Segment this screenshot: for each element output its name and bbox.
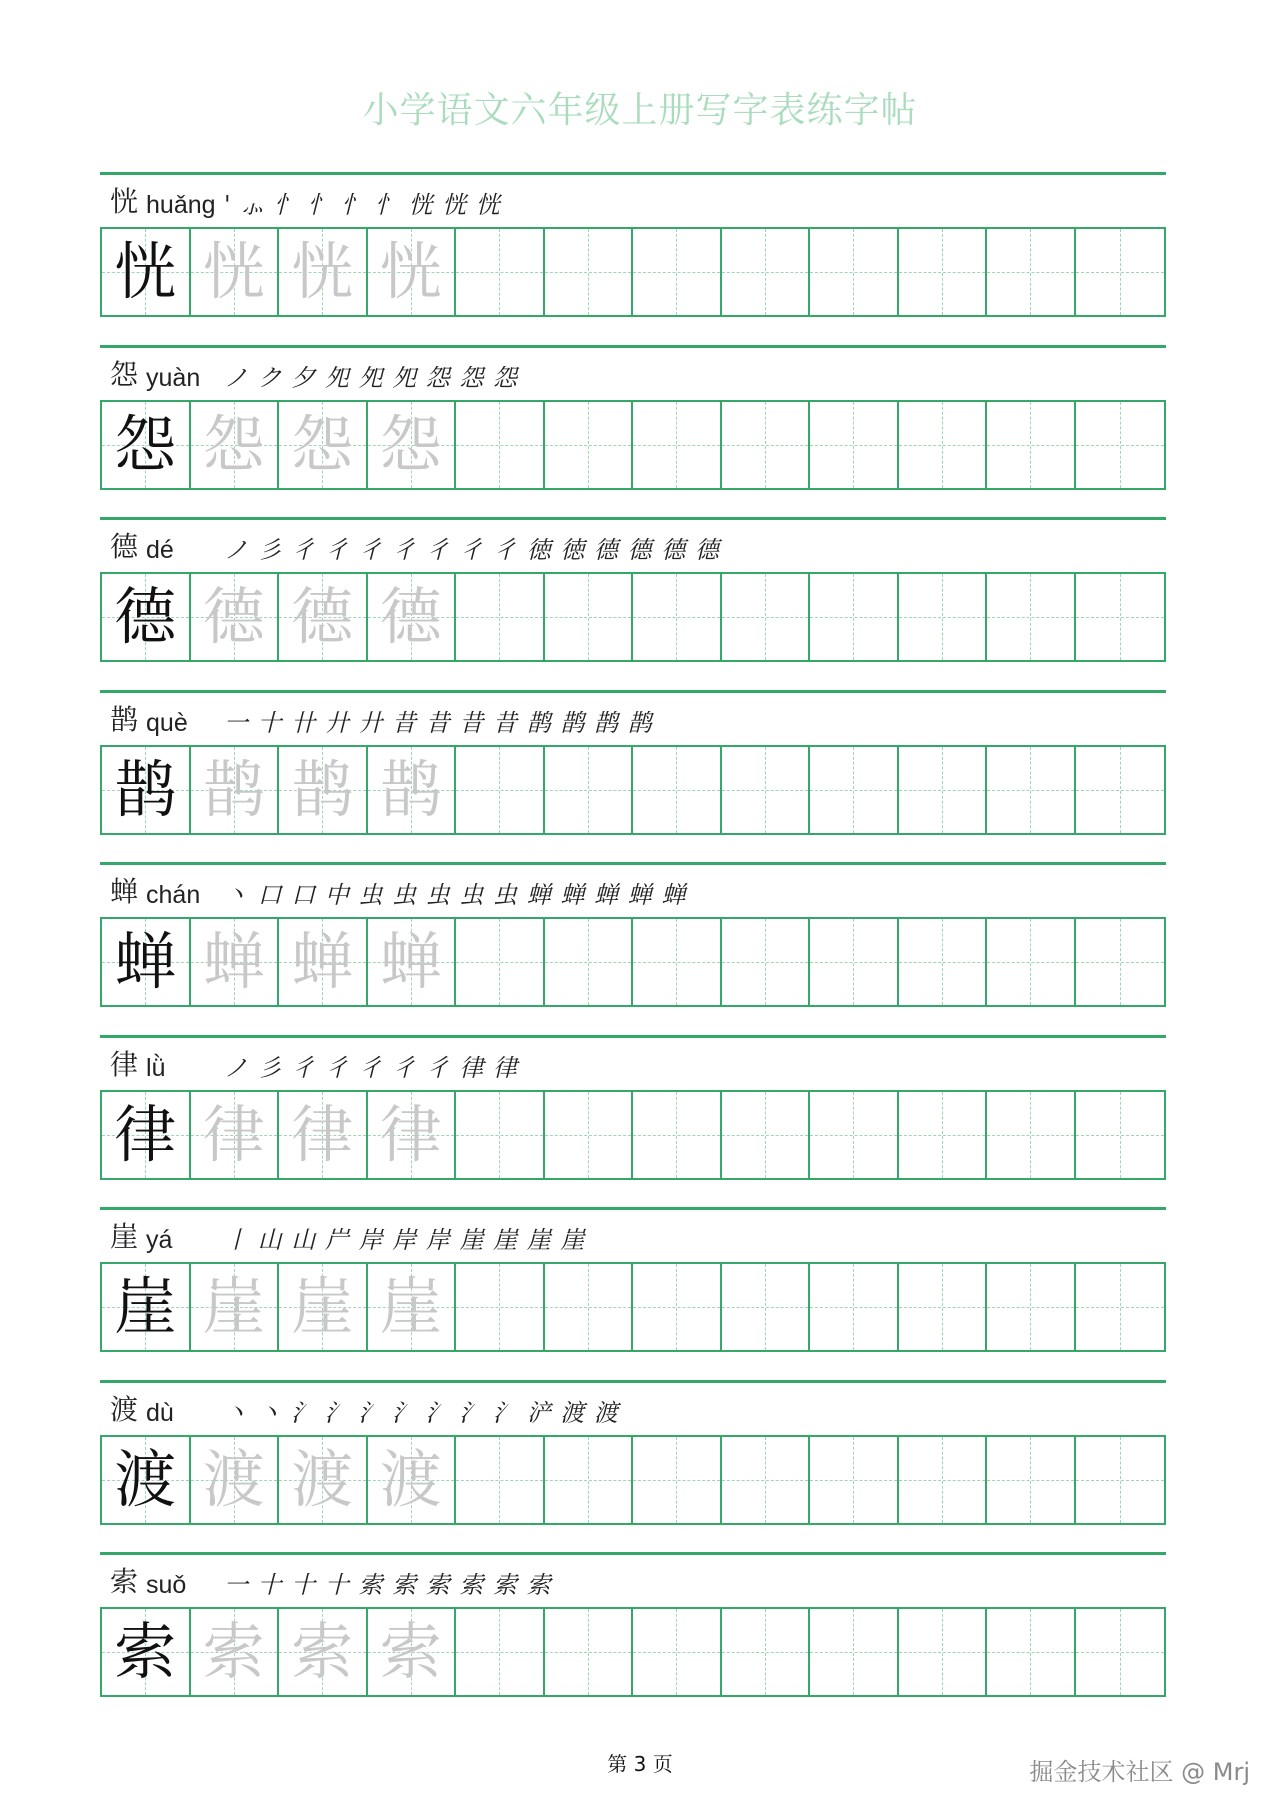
guide-line-horizontal [633,445,720,446]
entry-header [110,184,501,220]
model-character: 德 [114,580,177,653]
model-character: 恍 [114,235,177,308]
trace-cell[interactable] [191,919,280,1005]
guide-line-horizontal [899,272,986,273]
guide-line-horizontal [633,962,720,963]
guide-line-horizontal [545,617,632,618]
guide-line-horizontal [1076,790,1165,791]
empty-cell[interactable] [456,229,545,315]
guide-line-horizontal [987,445,1074,446]
empty-cell[interactable] [722,1264,811,1350]
empty-cell[interactable] [810,1264,899,1350]
guide-line-horizontal [456,1480,543,1481]
entry-divider [100,862,1166,865]
trace-cell[interactable] [191,747,280,833]
trace-character: 恍 [379,235,442,308]
trace-character: 蝉 [202,925,265,998]
character-entry [100,517,1166,673]
pinyin: yá [146,1226,173,1254]
empty-cell[interactable] [987,402,1076,488]
guide-line-horizontal [456,272,543,273]
empty-cell[interactable] [633,919,722,1005]
character-entry [100,172,1166,328]
stroke-order: ' ⺗ 忄 忄 忄 忄 恍 恍 恍 [224,191,501,219]
trace-character: 德 [202,580,265,653]
empty-cell[interactable] [633,574,722,660]
entry-header [110,1219,585,1255]
empty-cell[interactable] [1076,574,1165,660]
trace-character: 鹊 [379,752,442,826]
stroke-order: ノ ク 夕 夗 夗 夗 怨 怨 怨 [224,363,519,392]
guide-line-horizontal [456,790,543,791]
header-character: 鹊 [110,702,139,736]
guide-line-horizontal [987,617,1074,618]
empty-cell[interactable] [1076,1437,1165,1523]
trace-cell[interactable] [368,919,457,1005]
model-cell[interactable] [102,1092,191,1178]
trace-cell[interactable] [368,1264,457,1350]
guide-line-horizontal [633,1480,720,1481]
model-cell[interactable] [102,402,191,488]
guide-line-horizontal [1076,617,1165,618]
guide-line-horizontal [545,790,632,791]
empty-cell[interactable] [456,747,545,833]
stroke-order: 丶 丶 氵 氵 氵 氵 氵 氵 氵 浐 渡 渡 [224,1398,619,1427]
stroke-order: 一 十 卄 廾 廾 昔 昔 昔 昔 鹊 鹊 鹊 鹊 [224,708,653,737]
entry-divider [100,345,1166,348]
guide-line-horizontal [456,617,543,618]
empty-cell[interactable] [899,229,988,315]
trace-character: 德 [379,580,442,653]
empty-cell[interactable] [899,1609,988,1695]
guide-line-horizontal [545,962,632,963]
empty-cell[interactable] [722,1092,811,1178]
trace-character: 律 [379,1097,442,1171]
guide-line-horizontal [899,445,986,446]
writing-grid [100,400,1166,490]
guide-line-horizontal [899,1480,986,1481]
empty-cell[interactable] [1076,747,1165,833]
pinyin: lǜ [146,1053,166,1082]
empty-cell[interactable] [987,1437,1076,1523]
empty-cell[interactable] [987,1264,1076,1350]
guide-line-horizontal [810,1307,897,1308]
pinyin: suǒ [146,1571,187,1599]
guide-line-horizontal [987,962,1074,963]
guide-line-horizontal [810,962,897,963]
trace-cell[interactable] [279,1609,368,1695]
empty-cell[interactable] [722,229,811,315]
guide-line-horizontal [456,1307,543,1308]
model-cell[interactable] [102,574,191,660]
trace-cell[interactable] [191,1437,280,1523]
empty-cell[interactable] [899,919,988,1005]
empty-cell[interactable] [810,1609,899,1695]
trace-character: 渡 [291,1442,354,1516]
writing-grid [100,917,1166,1007]
trace-cell[interactable] [279,919,368,1005]
pinyin: dù [146,1398,174,1427]
guide-line-horizontal [633,272,720,273]
guide-line-horizontal [1076,272,1165,273]
character-entry [100,1380,1166,1536]
guide-line-horizontal [987,790,1074,791]
trace-character: 鹊 [202,752,265,826]
model-cell[interactable] [102,747,191,833]
trace-cell[interactable] [368,402,457,488]
empty-cell[interactable] [722,919,811,1005]
model-character: 蝉 [114,925,177,998]
trace-cell[interactable] [191,402,280,488]
entry-divider [100,1207,1166,1210]
guide-line-horizontal [1076,1480,1165,1481]
writing-grid [100,745,1166,835]
model-character: 鹊 [114,752,177,826]
guide-line-horizontal [987,1307,1074,1308]
watermark: 掘金技术社区 @ Mrj [1029,1758,1250,1786]
empty-cell[interactable] [987,574,1076,660]
model-character: 怨 [114,407,177,481]
empty-cell[interactable] [810,1437,899,1523]
guide-line-horizontal [722,962,809,963]
guide-line-horizontal [1076,1307,1165,1308]
trace-cell[interactable] [368,1609,457,1695]
guide-line-horizontal [633,790,720,791]
empty-cell[interactable] [1076,1609,1165,1695]
trace-character: 崖 [379,1270,442,1343]
character-entry [100,1035,1166,1191]
trace-cell[interactable] [279,1264,368,1350]
empty-cell[interactable] [987,919,1076,1005]
empty-cell[interactable] [633,1609,722,1695]
guide-line-horizontal [633,1307,720,1308]
empty-cell[interactable] [722,747,811,833]
trace-character: 蝉 [379,925,442,998]
header-character: 怨 [110,357,139,391]
empty-cell[interactable] [545,1437,634,1523]
guide-line-horizontal [899,1652,986,1653]
guide-line-horizontal [1076,1652,1165,1653]
empty-cell[interactable] [1076,919,1165,1005]
guide-line-horizontal [722,1307,809,1308]
guide-line-horizontal [545,1135,632,1136]
header-character: 蝉 [110,875,139,908]
model-cell[interactable] [102,229,191,315]
trace-cell[interactable] [191,1092,280,1178]
trace-cell[interactable] [279,747,368,833]
trace-character: 德 [291,580,354,653]
trace-cell[interactable] [279,1092,368,1178]
guide-line-horizontal [899,962,986,963]
trace-character: 鹊 [291,752,354,826]
guide-line-horizontal [545,445,632,446]
model-cell[interactable] [102,919,191,1005]
trace-cell[interactable] [368,229,457,315]
guide-line-horizontal [456,445,543,446]
empty-cell[interactable] [633,402,722,488]
guide-line-horizontal [899,790,986,791]
empty-cell[interactable] [1076,1264,1165,1350]
empty-cell[interactable] [722,402,811,488]
guide-line-horizontal [899,1135,986,1136]
guide-line-horizontal [545,1480,632,1481]
page-number: 第 3 页 [607,1752,673,1776]
model-cell[interactable] [102,1609,191,1695]
trace-cell[interactable] [191,1609,280,1695]
model-character: 索 [114,1615,177,1688]
empty-cell[interactable] [987,747,1076,833]
stroke-order: 一 十 十 十 索 索 索 索 索 索 [224,1571,552,1599]
trace-cell[interactable] [191,229,280,315]
guide-line-horizontal [633,617,720,618]
trace-character: 律 [291,1097,354,1171]
writing-grid [100,227,1166,317]
trace-character: 怨 [379,407,442,481]
guide-line-horizontal [987,1135,1074,1136]
empty-cell[interactable] [633,1437,722,1523]
trace-character: 渡 [202,1442,265,1516]
trace-cell[interactable] [368,747,457,833]
empty-cell[interactable] [1076,229,1165,315]
guide-line-horizontal [810,272,897,273]
empty-cell[interactable] [810,402,899,488]
entry-divider [100,1035,1166,1038]
empty-cell[interactable] [899,747,988,833]
writing-grid [100,572,1166,662]
guide-line-horizontal [722,617,809,618]
empty-cell[interactable] [899,574,988,660]
model-character: 崖 [114,1270,177,1343]
model-cell[interactable] [102,1264,191,1350]
header-character: 渡 [110,1392,139,1426]
writing-grid [100,1607,1166,1697]
model-cell[interactable] [102,1437,191,1523]
entry-header [110,1564,552,1600]
trace-character: 渡 [379,1442,442,1516]
guide-line-horizontal [1076,1135,1165,1136]
entry-divider [100,1552,1166,1555]
empty-cell[interactable] [899,402,988,488]
guide-line-horizontal [987,1652,1074,1653]
guide-line-horizontal [456,1652,543,1653]
character-entry [100,1207,1166,1363]
trace-cell[interactable] [368,574,457,660]
entry-header [110,702,653,738]
guide-line-horizontal [722,1480,809,1481]
trace-character: 崖 [291,1270,354,1343]
trace-cell[interactable] [279,574,368,660]
empty-cell[interactable] [545,1092,634,1178]
guide-line-horizontal [545,272,632,273]
guide-line-horizontal [1076,445,1165,446]
entry-header [110,357,518,393]
character-entry [100,1552,1166,1708]
entry-header [110,874,686,910]
empty-cell[interactable] [545,747,634,833]
stroke-order: 丶 口 口 中 虫 虫 虫 虫 虫 蝉 蝉 蝉 蝉 蝉 [224,881,687,909]
guide-line-horizontal [722,1135,809,1136]
writing-grid [100,1262,1166,1352]
guide-line-horizontal [456,962,543,963]
pinyin: dé [146,536,174,564]
header-character: 恍 [110,185,139,218]
empty-cell[interactable] [456,1092,545,1178]
empty-cell[interactable] [545,229,634,315]
guide-line-horizontal [722,445,809,446]
page-title: 小学语文六年级上册写字表练字帖 [362,90,918,131]
empty-cell[interactable] [545,1609,634,1695]
header-character: 索 [110,1565,139,1598]
guide-line-horizontal [633,1135,720,1136]
empty-cell[interactable] [456,574,545,660]
empty-cell[interactable] [633,229,722,315]
empty-cell[interactable] [810,229,899,315]
trace-cell[interactable] [279,402,368,488]
guide-line-horizontal [722,790,809,791]
empty-cell[interactable] [987,1092,1076,1178]
trace-character: 蝉 [291,925,354,998]
trace-cell[interactable] [368,1092,457,1178]
stroke-order: ノ 彡 彳 彳 彳 彳 彳 彳 彳 徳 徳 德 德 德 德 [224,536,720,564]
guide-line-horizontal [1076,962,1165,963]
empty-cell[interactable] [545,919,634,1005]
guide-line-horizontal [810,617,897,618]
empty-cell[interactable] [633,1264,722,1350]
trace-character: 恍 [202,235,265,308]
empty-cell[interactable] [456,402,545,488]
empty-cell[interactable] [899,1092,988,1178]
empty-cell[interactable] [545,1264,634,1350]
empty-cell[interactable] [633,1092,722,1178]
header-character: 德 [110,530,139,563]
trace-character: 索 [379,1615,442,1688]
entry-divider [100,690,1166,693]
trace-cell[interactable] [279,229,368,315]
stroke-order: 丨 山 山 屵 岸 岸 岸 崖 崖 崖 崖 [224,1226,586,1254]
trace-character: 怨 [202,407,265,481]
guide-line-horizontal [810,1135,897,1136]
empty-cell[interactable] [987,1609,1076,1695]
empty-cell[interactable] [456,919,545,1005]
empty-cell[interactable] [722,574,811,660]
guide-line-horizontal [810,1652,897,1653]
character-entry [100,862,1166,1018]
entry-header [110,529,720,565]
pinyin: chán [146,881,201,909]
guide-line-horizontal [633,1652,720,1653]
trace-cell[interactable] [279,1437,368,1523]
entry-divider [100,517,1166,520]
header-character: 崖 [110,1220,139,1253]
guide-line-horizontal [899,617,986,618]
empty-cell[interactable] [1076,1092,1165,1178]
model-character: 渡 [114,1442,177,1516]
empty-cell[interactable] [1076,402,1165,488]
trace-character: 崖 [202,1270,265,1343]
writing-grid [100,1435,1166,1525]
character-entry [100,690,1166,846]
guide-line-horizontal [545,1652,632,1653]
trace-character: 恍 [291,235,354,308]
guide-line-horizontal [987,1480,1074,1481]
empty-cell[interactable] [545,402,634,488]
trace-character: 律 [202,1097,265,1171]
guide-line-horizontal [810,790,897,791]
empty-cell[interactable] [633,747,722,833]
empty-cell[interactable] [899,1264,988,1350]
character-entry [100,345,1166,501]
empty-cell[interactable] [456,1609,545,1695]
model-character: 律 [114,1097,177,1171]
guide-line-horizontal [456,1135,543,1136]
writing-grid [100,1090,1166,1180]
empty-cell[interactable] [456,1264,545,1350]
guide-line-horizontal [545,1307,632,1308]
empty-cell[interactable] [987,229,1076,315]
empty-cell[interactable] [810,919,899,1005]
empty-cell[interactable] [899,1437,988,1523]
trace-cell[interactable] [191,574,280,660]
pinyin: huǎng [146,191,216,219]
empty-cell[interactable] [810,1092,899,1178]
guide-line-horizontal [722,1652,809,1653]
guide-line-horizontal [899,1307,986,1308]
empty-cell[interactable] [810,747,899,833]
trace-character: 索 [291,1615,354,1688]
empty-cell[interactable] [722,1609,811,1695]
entry-divider [100,1380,1166,1383]
guide-line-horizontal [810,445,897,446]
trace-character: 怨 [291,407,354,481]
empty-cell[interactable] [456,1437,545,1523]
trace-cell[interactable] [368,1437,457,1523]
trace-cell[interactable] [191,1264,280,1350]
guide-line-horizontal [722,272,809,273]
guide-line-horizontal [810,1480,897,1481]
trace-character: 索 [202,1615,265,1688]
header-character: 律 [110,1047,139,1081]
guide-line-horizontal [987,272,1074,273]
pinyin: què [146,708,188,737]
empty-cell[interactable] [545,574,634,660]
empty-cell[interactable] [810,574,899,660]
entry-header [110,1392,619,1428]
empty-cell[interactable] [722,1437,811,1523]
pinyin: yuàn [146,363,201,392]
entry-header [110,1047,518,1083]
stroke-order: ノ 彡 彳 彳 彳 彳 彳 律 律 [224,1053,519,1082]
entry-divider [100,172,1166,175]
